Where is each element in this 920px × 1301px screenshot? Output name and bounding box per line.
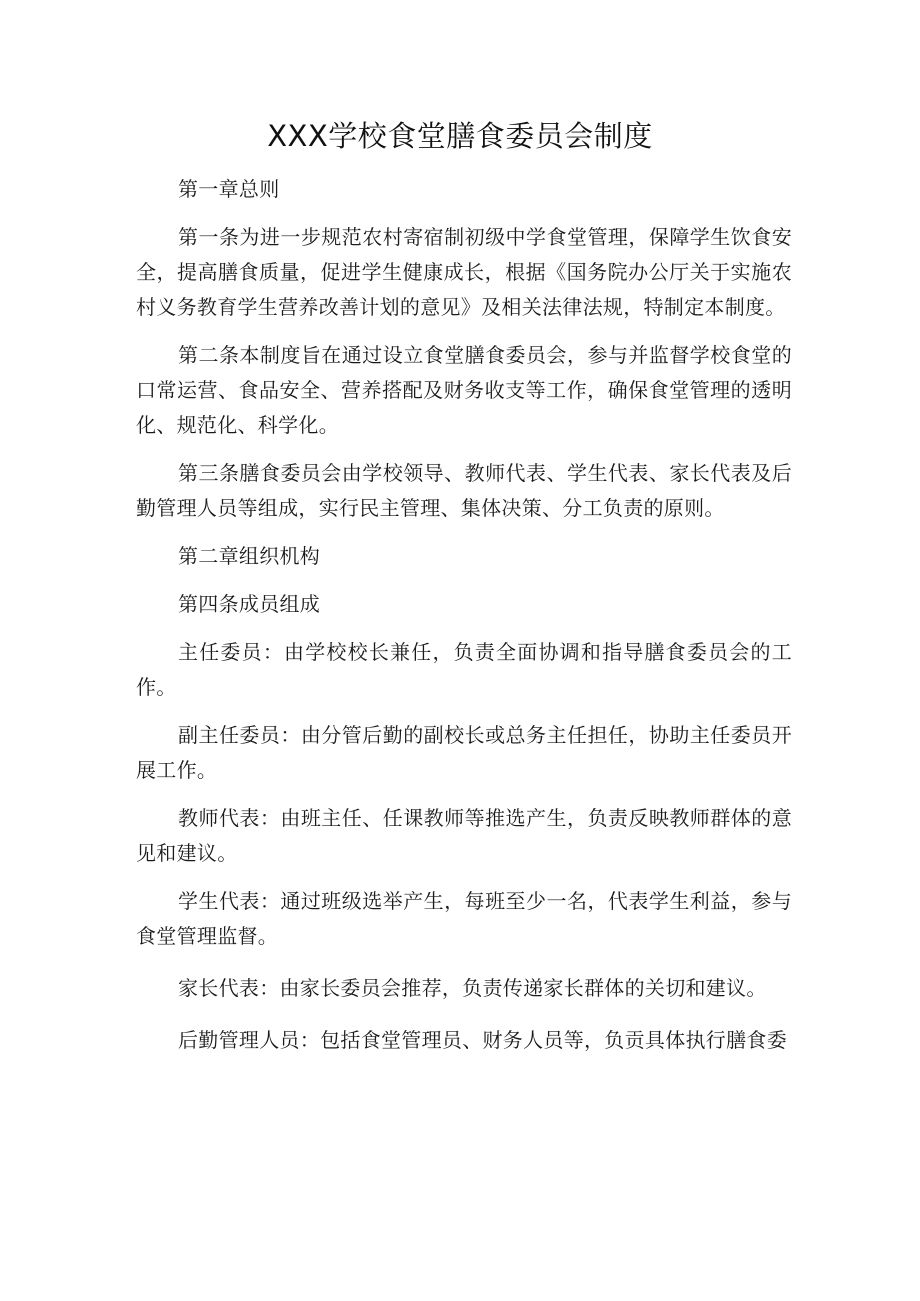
member-paragraph: 主任委员：由学校校长兼任，负责全面协调和指导膳食委员会的工作。 xyxy=(136,640,792,699)
chapter-heading: 第一章总则 xyxy=(178,177,280,201)
document-body xyxy=(136,172,792,1058)
member-paragraph: 家长代表：由家长委员会推荐，负责传递家长群体的关切和建议。 xyxy=(178,976,767,1000)
article-paragraph: 第一条为进一步规范农村寄宿制初级中学食堂管理，保障学生饮食安全，提高膳食质量，促进学生健康成长，根据《国务院办公厅关于实施农村义务教育学生营养改善计划的意见》及相关法律法规，特制定本制度。 xyxy=(136,225,792,319)
chapter-heading: 第二章组织机构 xyxy=(178,544,321,568)
document-title: XXX学校食堂膳食委员会制度 xyxy=(267,119,653,153)
article-paragraph: 第三条膳食委员会由学校领导、教师代表、学生代表、家长代表及后勤管理人员等组成，实行民主管理、集体决策、分工负责的原则。 xyxy=(136,461,792,520)
member-paragraph: 后勤管理人员：包括食堂管理员、财务人员等，负贡具体执行膳食委 xyxy=(178,1028,787,1052)
member-paragraph: 教师代表：由班主任、任课教师等推选产生，负责反映教师群体的意见和建议。 xyxy=(136,806,792,865)
article-paragraph: 第二条本制度旨在通过设立食堂膳食委员会，参与并监督学校食堂的口常运营、食品安全、营养搭配及财务收支等工作，确保食堂管理的透明化、规范化、科学化。 xyxy=(136,343,792,437)
article-paragraph: 第四条成员组成 xyxy=(178,592,321,616)
member-paragraph: 学生代表：通过班级选举产生，每班至少一名，代表学生利益，参与食堂管理监督。 xyxy=(136,889,792,948)
member-paragraph: 副主任委员：由分管后勤的副校长或总务主任担任，协助主任委员开展工作。 xyxy=(136,723,792,782)
